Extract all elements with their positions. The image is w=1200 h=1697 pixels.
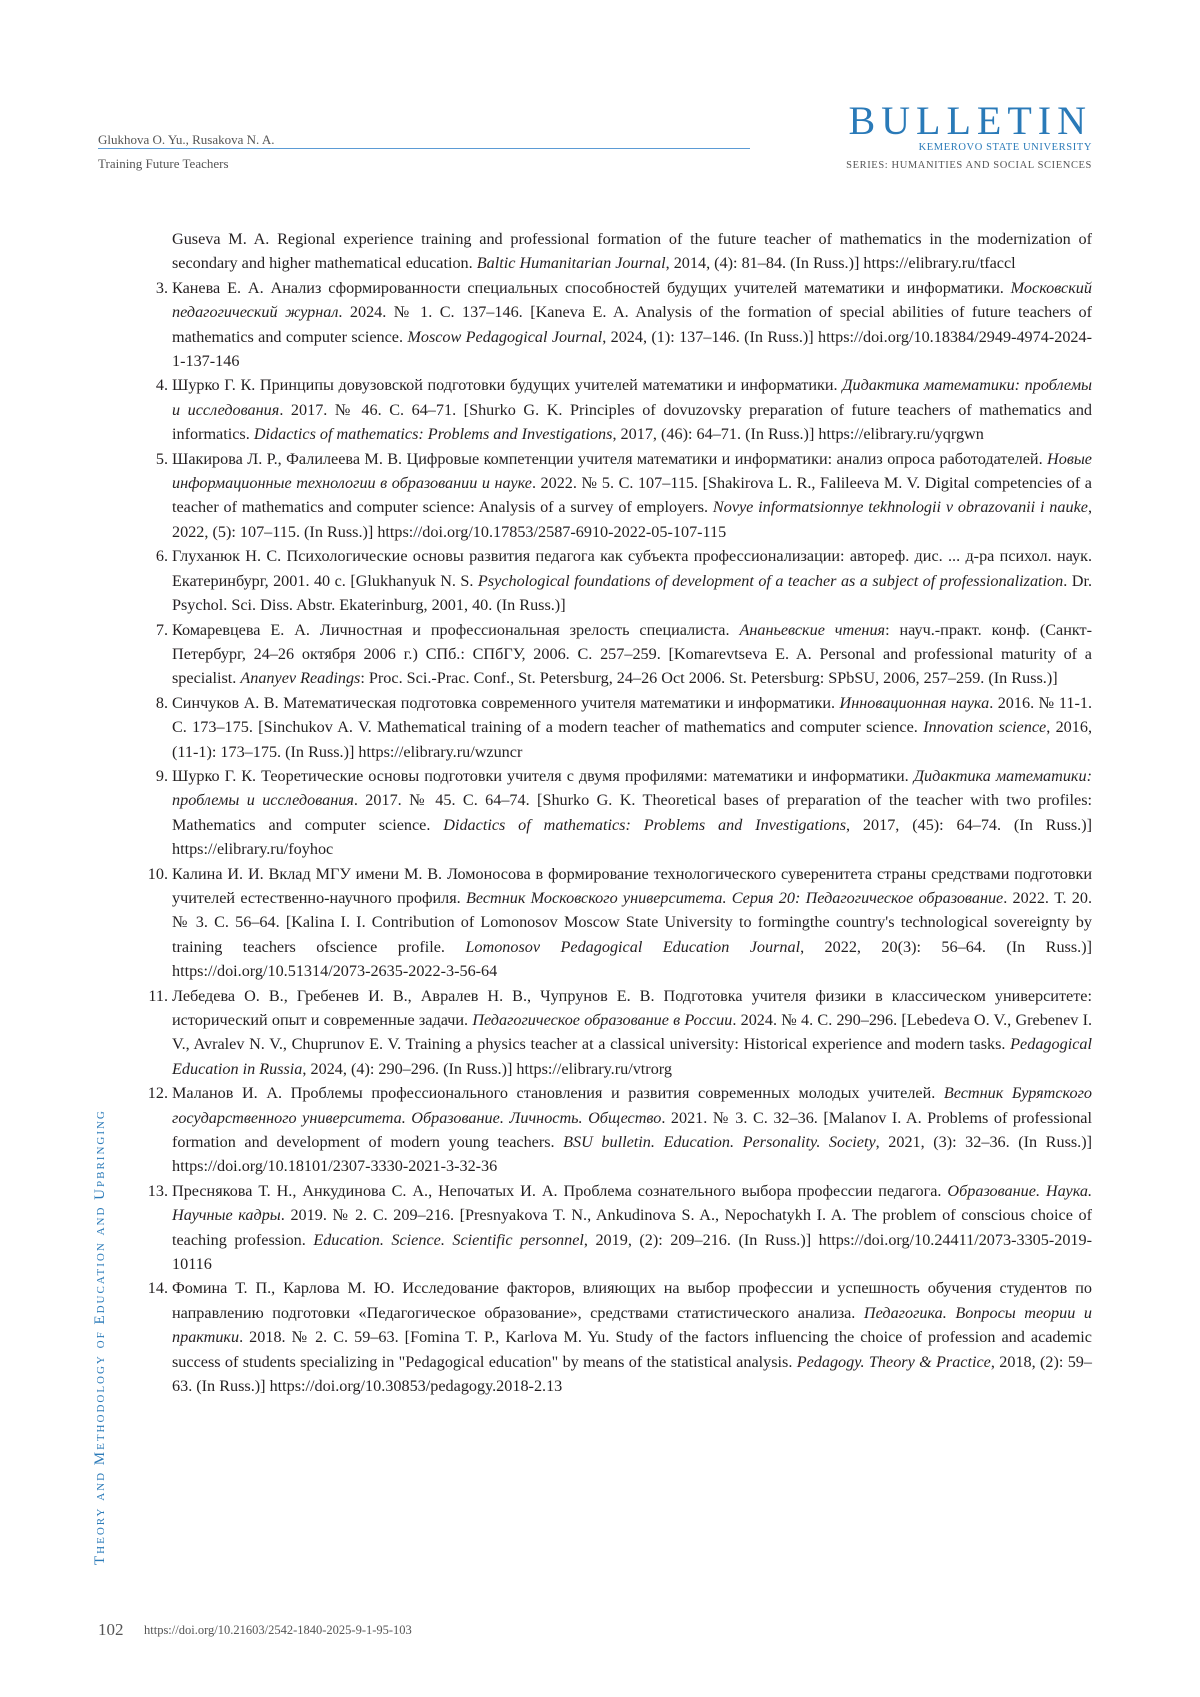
reference-number: 14. [140, 1276, 168, 1300]
side-section-label: Theory and Methodology of Education and Upbringing [92, 1109, 109, 1565]
reference-source-title: Инновационная наука [840, 694, 990, 712]
reference-text: . 2017. № 46. С. 64–71. [Shurko G. K. Principles of dovuzovsky preparation of future teachers of mathematics and informatics. [172, 401, 1092, 443]
reference-text: Комаревцева Е. А. Личностная и профессиональная зрелость специалиста. [172, 621, 739, 639]
reference-text: . 2024. № 4. С. 290–296. [Lebedeva O. V., Grebenev I. V., Avralev N. V., Chuprunov E. V. Training a physics teacher at a classical university: Historical experience and modern tasks. [172, 1011, 1092, 1053]
reference-text: Guseva M. A. Regional experience training and professional formation of the future teacher of mathematics in the modernization of secondary and higher mathematical education. [172, 230, 1092, 272]
reference-text: , 2016, (11-1): 173–175. (In Russ.)] https://elibrary.ru/wzuncr [172, 718, 1092, 760]
reference-text: Шакирова Л. Р., Фалилеева М. В. Цифровые компетенции учителя математики и информатики: анализ опроса работодателей. [172, 450, 1047, 468]
brand-series: SERIES: HUMANITIES AND SOCIAL SCIENCES [846, 160, 1092, 171]
reference-source-title: Ananyev Readings [240, 669, 360, 687]
page-number: 102 [98, 1620, 124, 1640]
reference-source-title: Lomonosov Pedagogical Education Journal [465, 938, 800, 956]
reference-text: , 2024, (4): 290–296. (In Russ.)] https://elibrary.ru/vtrorg [302, 1060, 672, 1078]
reference-text: . Dr. Psychol. Sci. Diss. Abstr. Ekaterinburg, 2001, 40. (In Russ.)] [172, 572, 1092, 614]
reference-source-title: Вестник Московского университета. Серия 20: Педагогическое образование [466, 889, 1003, 907]
header-authors: Glukhova O. Yu., Rusakova N. A. [98, 132, 274, 148]
reference-number: 11. [140, 984, 168, 1008]
reference-number: 13. [140, 1179, 168, 1203]
header-article-title: Training Future Teachers [98, 156, 229, 172]
reference-source-title: Московский педагогический журнал [172, 279, 1092, 321]
reference-number: 7. [140, 618, 168, 642]
reference-number: 4. [140, 373, 168, 397]
reference-source-title: Педагогика. Вопросы теории и практики [172, 1304, 1092, 1346]
reference-text: . 2022. № 5. С. 107–115. [Shakirova L. R., Falileeva M. V. Digital competencies of a teacher of mathematics and computer science: Analysis of a survey of employers. [172, 474, 1092, 516]
reference-source-title: Новые информационные технологии в образовании и науке [172, 450, 1092, 492]
reference-text: , 2018, (2): 59–63. (In Russ.)] https://doi.org/10.30853/pedagogy.2018-2.13 [172, 1353, 1092, 1395]
reference-text: : науч.-практ. конф. (Санкт-Петербург, 24–26 октября 2006 г.) СПб.: СПбГУ, 2006. С. 257–259. [Komarevtseva E. A. Personal and professional maturity of a specialist. [172, 621, 1092, 688]
reference-source-title: Psychological foundations of development of a teacher as a subject of professionalization [478, 572, 1063, 590]
reference-item [172, 1276, 1092, 1398]
reference-text: Синчуков А. В. Математическая подготовка современного учителя математики и информатики. [172, 694, 840, 712]
reference-item [172, 276, 1092, 374]
reference-item [172, 227, 1092, 276]
reference-text: , 2017, (46): 64–71. (In Russ.)] https://elibrary.ru/yqrgwn [612, 425, 983, 443]
reference-item [172, 544, 1092, 617]
reference-source-title: Moscow Pedagogical Journal [407, 328, 602, 346]
brand-university: KEMEROVO STATE UNIVERSITY [846, 142, 1092, 154]
reference-text: , 2022, (5): 107–115. (In Russ.)] https://doi.org/10.17853/2587-6910-2022-05-107-115 [172, 498, 1092, 540]
reference-text: . 2022. Т. 20. № 3. С. 56–64. [Kalina I. I. Contribution of Lomonosov Moscow State University to formingthe country's technological sovereignty by training teachers ofscience profile. [172, 889, 1092, 956]
reference-item [172, 618, 1092, 691]
reference-source-title: Образование. Наука. Научные кадры [172, 1182, 1092, 1224]
reference-number: 8. [140, 691, 168, 715]
reference-text: . 2017. № 45. С. 64–74. [Shurko G. K. Theoretical bases of preparation of the teacher with two profiles: Mathematics and computer science. [172, 791, 1092, 833]
reference-number: 9. [140, 764, 168, 788]
reference-text: Фомина Т. П., Карлова М. Ю. Исследование факторов, влияющих на выбор профессии и успешность обучения студентов по направлению подготовки «Педагогическое образование», средствами статистического анализа. [172, 1279, 1092, 1321]
reference-text: , 2014, (4): 81–84. (In Russ.)] https://elibrary.ru/tfaccl [666, 254, 1016, 272]
reference-number: 10. [140, 862, 168, 886]
reference-item [172, 447, 1092, 545]
reference-item [172, 373, 1092, 446]
reference-text: Шурко Г. К. Теоретические основы подготовки учителя с двумя профилями: математики и информатики. [172, 767, 914, 785]
reference-text: Калина И. И. Вклад МГУ имени М. В. Ломоносова в формирование технологического суверенитета страны средствами подготовки учителей естественно-научного профиля. [172, 865, 1092, 907]
reference-number: 12. [140, 1081, 168, 1105]
reference-item [172, 984, 1092, 1082]
reference-source-title: Didactics of mathematics: Problems and Investigations [254, 425, 613, 443]
reference-text: Канева Е. А. Анализ сформированности специальных способностей будущих учителей математики и информатики. [172, 279, 1011, 297]
references-list [172, 227, 1092, 1399]
reference-text: Преснякова Т. Н., Анкудинова С. А., Непочатых И. А. Проблема сознательного выбора профессии педагога. [172, 1182, 947, 1200]
reference-source-title: Вестник Бурятского государственного университета. Образование. Личность. Общество [172, 1084, 1092, 1126]
reference-source-title: Baltic Humanitarian Journal [477, 254, 666, 272]
reference-text: . 2024. № 1. С. 137–146. [Kaneva E. A. Analysis of the formation of special abilities of future teachers of mathematics and computer science. [172, 303, 1092, 345]
reference-source-title: Pedagogy. Theory & Practice [797, 1353, 991, 1371]
reference-text: , 2019, (2): 209–216. (In Russ.)] https://doi.org/10.24411/2073-3305-2019-10116 [172, 1231, 1092, 1273]
reference-item [172, 691, 1092, 764]
reference-source-title: BSU bulletin. Education. Personality. Society [563, 1133, 876, 1151]
reference-number: 3. [140, 276, 168, 300]
reference-text: , 2022, 20(3): 56–64. (In Russ.)] https://doi.org/10.51314/2073-2635-2022-3-56-64 [172, 938, 1092, 980]
reference-text: : Proc. Sci.-Prac. Conf., St. Petersburg, 24–26 Oct 2006. St. Petersburg: SPbSU, 2006, 257–259. (In Russ.)] [360, 669, 1057, 687]
reference-text: , 2017, (45): 64–74. (In Russ.)] https://elibrary.ru/foyhoc [172, 816, 1092, 858]
reference-text: Шурко Г. К. Принципы довузовской подготовки будущих учителей математики и информатики. [172, 376, 842, 394]
reference-source-title: Novye informatsionnye tekhnologii v obrazovanii i nauke [713, 498, 1088, 516]
header-divider [98, 148, 750, 149]
reference-item [172, 862, 1092, 984]
reference-source-title: Дидактика математики: проблемы и исследования [172, 376, 1092, 418]
reference-item [172, 1081, 1092, 1179]
reference-source-title: Педагогическое образование в России [472, 1011, 732, 1029]
reference-text: , 2024, (1): 137–146. (In Russ.)] https://doi.org/10.18384/2949-4974-2024-1-137-146 [172, 328, 1092, 370]
brand-name: BULLETIN [846, 100, 1092, 142]
reference-text: . 2016. № 11-1. С. 173–175. [Sinchukov A. V. Mathematical training of a modern teacher of mathematics and computer science. [172, 694, 1092, 736]
reference-text: . 2021. № 3. С. 32–36. [Malanov I. A. Problems of professional formation and development of modern young teachers. [172, 1109, 1092, 1151]
reference-item [172, 764, 1092, 862]
reference-source-title: Innovation science [923, 718, 1046, 736]
reference-number: 5. [140, 447, 168, 471]
reference-source-title: Ананьевские чтения [739, 621, 885, 639]
reference-text: Лебедева О. В., Гребенев И. В., Авралев Н. В., Чупрунов Е. В. Подготовка учителя физики в классическом университете: исторический опыт и современные задачи. [172, 987, 1092, 1029]
journal-brand [846, 100, 1092, 171]
reference-text: Глуханюк Н. С. Психологические основы развития педагога как субъекта профессионализации: автореф. дис. ... д-ра психол. наук. Екатеринбург, 2001. 40 с. [Glukhanyuk N. S. [172, 547, 1092, 589]
reference-text: Маланов И. А. Проблемы профессионального становления и развития современных молодых учителей. [172, 1084, 944, 1102]
reference-text: , 2021, (3): 32–36. (In Russ.)] https://doi.org/10.18101/2307-3330-2021-3-32-36 [172, 1133, 1092, 1175]
reference-source-title: Pedagogical Education in Russia [172, 1035, 1092, 1077]
reference-item [172, 1179, 1092, 1277]
reference-source-title: Дидактика математики: проблемы и исследования [172, 767, 1092, 809]
reference-text: . 2019. № 2. С. 209–216. [Presnyakova T. N., Ankudinova S. A., Nepochatykh I. A. The problem of conscious choice of teaching profession. [172, 1206, 1092, 1248]
footer-doi-link[interactable]: https://doi.org/10.21603/2542-1840-2025-9-1-95-103 [144, 1623, 412, 1638]
reference-source-title: Education. Science. Scientific personnel [313, 1231, 584, 1249]
reference-text: . 2018. № 2. С. 59–63. [Fomina T. P., Karlova M. Yu. Study of the factors influencing the choice of profession and academic success of students specializing in "Pedagogical education" by means of the statistical analysis. [172, 1328, 1092, 1370]
reference-number: 6. [140, 544, 168, 568]
reference-source-title: Didactics of mathematics: Problems and Investigations [443, 816, 846, 834]
